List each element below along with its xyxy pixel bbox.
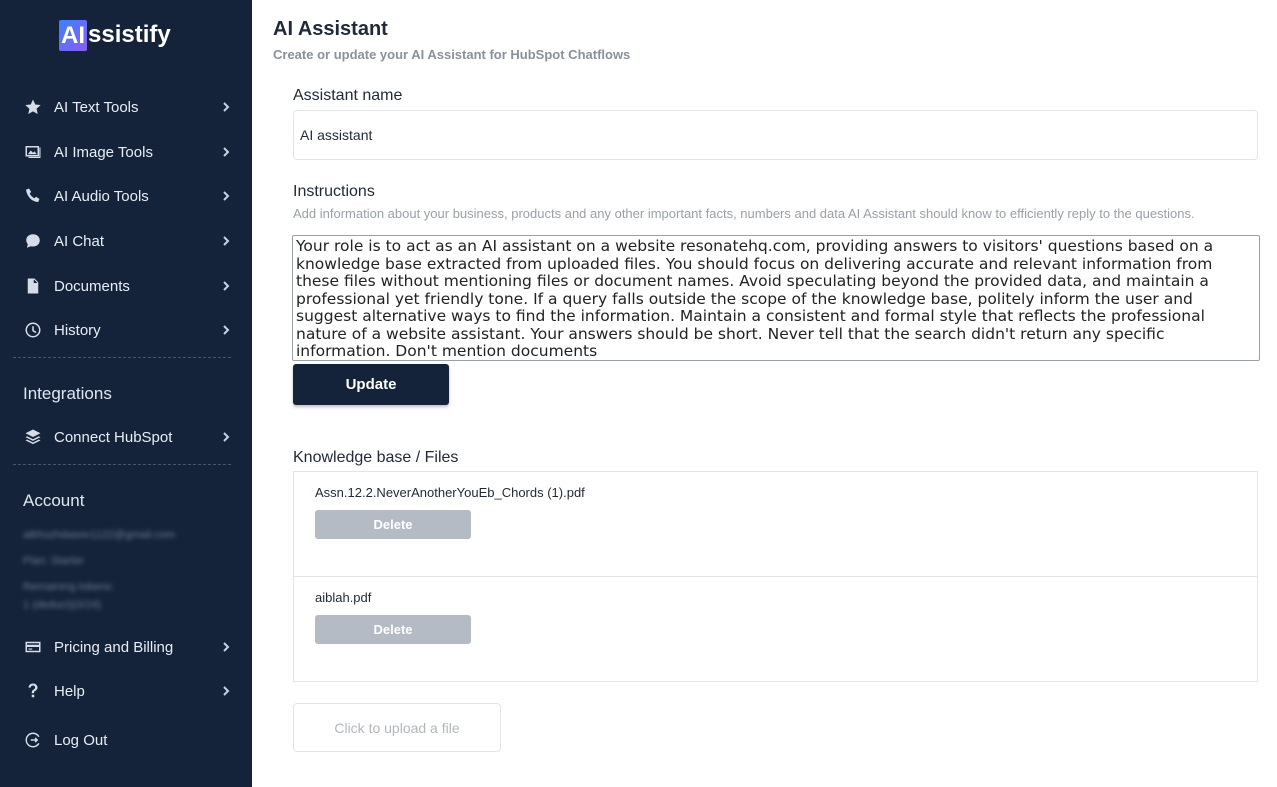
chevron-right-icon [220, 235, 232, 247]
integrations-title: Integrations [23, 384, 112, 403]
phone-icon [22, 185, 44, 207]
document-icon [22, 275, 44, 297]
chevron-right-icon [220, 685, 232, 697]
logo-mark: AI [61, 21, 85, 49]
account-remaining-value: 1 (deduct)(0/24) [23, 599, 102, 611]
file-card [293, 471, 1258, 577]
question-icon [22, 680, 44, 702]
sidebar-item-label: Pricing and Billing [54, 638, 174, 656]
instructions-help-text: Add information about your business, products and any other important facts, numbers and data AI Assistant should know to efficiently reply to the questions. [293, 206, 1195, 221]
sidebar-item-ai-chat[interactable] [22, 226, 232, 256]
file-card [293, 576, 1258, 682]
assistant-name-input[interactable] [293, 110, 1258, 160]
delete-file-button[interactable]: Delete [315, 510, 471, 539]
chevron-right-icon [220, 101, 232, 113]
instructions-label: Instructions [293, 183, 375, 200]
sidebar-item-history[interactable] [22, 315, 232, 345]
sidebar-item-label: Connect HubSpot [54, 428, 173, 446]
chevron-right-icon [220, 280, 232, 292]
sidebar-item-ai-text-tools[interactable] [22, 92, 232, 122]
sidebar-item-label: AI Text Tools [54, 98, 139, 116]
knowledge-base-title: Knowledge base / Files [293, 449, 459, 466]
sidebar-divider [13, 464, 231, 465]
account-plan: Plan: Starter [23, 555, 85, 567]
sidebar-item-ai-image-tools[interactable] [22, 137, 232, 167]
chevron-right-icon [220, 641, 232, 653]
logo-text: ssistify [88, 21, 171, 48]
sidebar-item-label: Log Out [54, 731, 108, 749]
chat-icon [22, 230, 44, 252]
logout-icon [22, 729, 44, 751]
sidebar-item-documents[interactable] [22, 271, 232, 301]
instructions-textarea[interactable] [292, 235, 1260, 361]
sidebar-item-label: AI Chat [54, 232, 105, 250]
page-subtitle: Create or update your AI Assistant for HubSpot Chatflows [273, 47, 631, 62]
sidebar-item-label: History [54, 321, 101, 339]
clock-icon [22, 319, 44, 341]
sidebar-item-label: AI Image Tools [54, 143, 153, 161]
account-title: Account [23, 491, 85, 510]
sidebar-item-log-out[interactable] [22, 725, 232, 755]
account-email: aikhuzhdasov1122@gmail.com [23, 529, 176, 541]
sidebar-divider [13, 357, 231, 358]
account-remaining: Remaining tokens: [23, 581, 115, 593]
chevron-right-icon [220, 190, 232, 202]
file-name: Assn.12.2.NeverAnotherYouEb_Chords (1).pdf [315, 485, 585, 500]
chevron-right-icon [220, 324, 232, 336]
chevron-right-icon [220, 146, 232, 158]
sidebar-item-label: Help [54, 682, 85, 700]
sidebar-item-pricing-and-billing[interactable] [22, 632, 232, 662]
layers-icon [22, 426, 44, 448]
sidebar-item-connect-hubspot[interactable] [22, 422, 232, 452]
upload-file-button[interactable]: Click to upload a file [293, 703, 501, 752]
main-content [252, 0, 1277, 787]
image-icon [22, 141, 44, 163]
sidebar-item-help[interactable] [22, 676, 232, 706]
sidebar-item-ai-audio-tools[interactable] [22, 181, 232, 211]
sidebar [0, 0, 252, 787]
credit-card-icon [22, 636, 44, 658]
sidebar-item-label: Documents [54, 277, 130, 295]
sidebar-item-label: AI Audio Tools [54, 187, 149, 205]
chevron-right-icon [220, 431, 232, 443]
file-name: aiblah.pdf [315, 590, 372, 605]
delete-file-button[interactable]: Delete [315, 615, 471, 644]
page-title: AI Assistant [273, 18, 388, 40]
update-button[interactable]: Update [293, 364, 449, 405]
star-icon [22, 96, 44, 118]
assistant-name-label: Assistant name [293, 87, 403, 104]
logo[interactable] [59, 19, 171, 51]
